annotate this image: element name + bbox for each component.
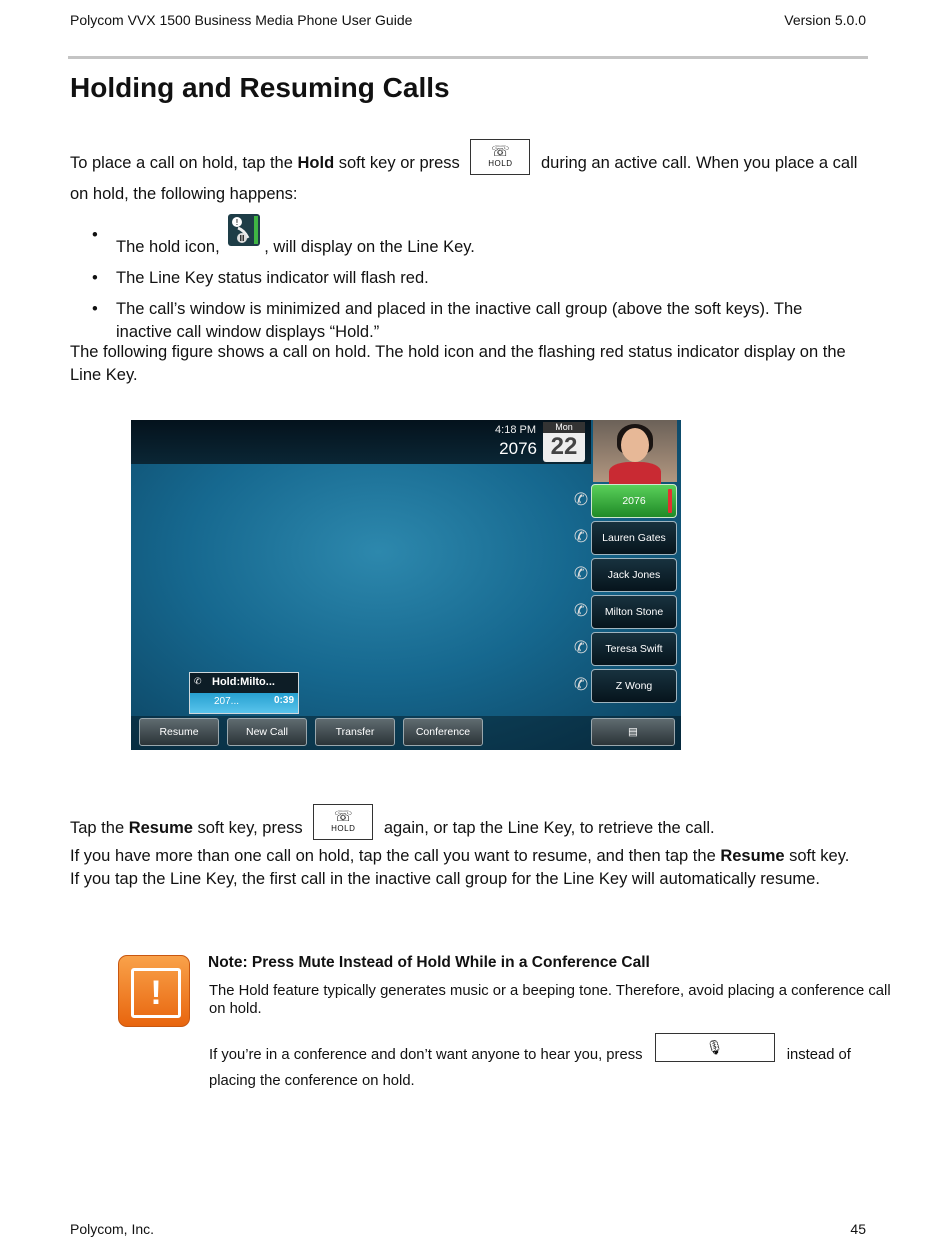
figure-intro-paragraph: The following figure shows a call on hold. The hold icon and the flashing red status indicator display on the Line Key. [70, 343, 846, 384]
new-call-soft-key[interactable]: New Call [227, 718, 307, 746]
svg-text:!: ! [235, 218, 239, 227]
hold-hard-key-icon [470, 139, 530, 175]
hold-window-number: 207... [214, 696, 240, 707]
note-paragraph-2 [209, 1039, 894, 1090]
page-title: Holding and Resuming Calls [70, 72, 450, 103]
hold-key-label: HOLD [331, 824, 356, 833]
calendar-badge [543, 422, 585, 462]
phone-extension: 2076 [499, 439, 537, 458]
handset-icon: ✆ [573, 638, 589, 657]
header-version: Version 5.0.0 [784, 12, 866, 28]
line-key-lauren-gates[interactable]: Lauren Gates [591, 521, 677, 555]
list-item: • The Line Key status indicator will flash red. [70, 267, 860, 290]
resume-text-mid: soft key, press [192, 819, 308, 837]
hold-effects-list [70, 218, 860, 352]
list-item [70, 218, 860, 259]
page-number: 45 [850, 1221, 866, 1237]
conference-soft-key[interactable]: Conference [403, 718, 483, 746]
multi-text-post: soft key. If you tap the Line Key, the first call in the inactive call group for the Line Key will automatically resume. [70, 847, 850, 888]
phone-time: 4:18 PM [495, 424, 536, 436]
menu-icon: ▤ [628, 726, 638, 738]
handset-icon: ✆ [573, 675, 589, 694]
resume-soft-key[interactable]: Resume [139, 718, 219, 746]
resume-keyword: Resume [128, 819, 193, 837]
resume-text-pre: Tap the [70, 819, 129, 837]
handset-icon: ✆ [573, 527, 589, 546]
line-key-label: 2076 [622, 495, 646, 507]
handset-icon: ☏ [491, 143, 510, 160]
header-divider [68, 56, 868, 59]
multi-text-pre: If you have more than one call on hold, tap the call you want to resume, and then tap the [70, 847, 721, 865]
intro-text-post: during an active call. When you place a call on hold, the following happens: [70, 154, 858, 203]
resume-text-post: again, or tap the Line Key, to retrieve the call. [379, 819, 715, 837]
contact-photo [593, 420, 677, 482]
list-item: • The call’s window is minimized and placed in the inactive call group (above the soft keys). The inactive call window displays “Hold.” [70, 298, 860, 344]
hold-hard-key-icon [313, 804, 373, 840]
line-key-milton-stone[interactable]: Milton Stone [591, 595, 677, 629]
intro-text-mid: soft key or press [334, 154, 465, 172]
note-title: Note: Press Mute Instead of Hold While in a Conference Call [208, 954, 650, 971]
menu-soft-key[interactable] [591, 718, 675, 746]
line-key-2076[interactable] [591, 484, 677, 518]
header-title: Polycom VVX 1500 Business Media Phone User Guide [70, 12, 413, 28]
line-key-jack-jones[interactable]: Jack Jones [591, 558, 677, 592]
hold-window-title: Hold:Milto... [212, 676, 275, 688]
note-text-pre: If you’re in a conference and don’t want anyone to hear you, press [209, 1047, 647, 1063]
hold-status-icon [228, 214, 260, 246]
hold-keyword: Hold [297, 154, 335, 172]
note-text-post: instead of placing the conference on hold. [209, 1047, 851, 1089]
multi-hold-paragraph [70, 845, 860, 891]
note-paragraph-1: The Hold feature typically generates music or a beeping tone. Therefore, avoid placing a conference call on hold. [209, 983, 891, 1017]
intro-paragraph [70, 143, 860, 206]
resume-keyword: Resume [720, 847, 785, 865]
hold-status-icon: ✆ [573, 490, 589, 509]
handset-icon: ☏ [333, 808, 353, 825]
bullet-text: The hold icon, [116, 238, 225, 256]
inactive-call-window[interactable] [189, 672, 299, 714]
handset-icon: ✆ [573, 564, 589, 583]
phone-screen-figure [131, 420, 681, 750]
hold-window-timer: 0:39 [273, 695, 294, 706]
line-key-z-wong[interactable]: Z Wong [591, 669, 677, 703]
mute-key-icon [655, 1033, 775, 1062]
hold-mini-icon: ✆ [194, 676, 202, 686]
resume-paragraph [70, 808, 860, 848]
intro-text-pre: To place a call on hold, tap the [70, 154, 298, 172]
calendar-day: 22 [550, 433, 578, 460]
handset-icon: ✆ [573, 601, 589, 620]
microphone-icon: 🎙 [705, 1039, 724, 1055]
bullet-text: , will display on the Line Key. [264, 238, 475, 256]
hold-key-label: HOLD [488, 159, 513, 168]
note-icon: ! [118, 955, 190, 1027]
transfer-soft-key[interactable]: Transfer [315, 718, 395, 746]
calendar-day-of-week: Mon [543, 422, 585, 433]
line-key-teresa-swift[interactable]: Teresa Swift [591, 632, 677, 666]
footer-company: Polycom, Inc. [70, 1221, 155, 1237]
status-indicator [668, 489, 672, 513]
